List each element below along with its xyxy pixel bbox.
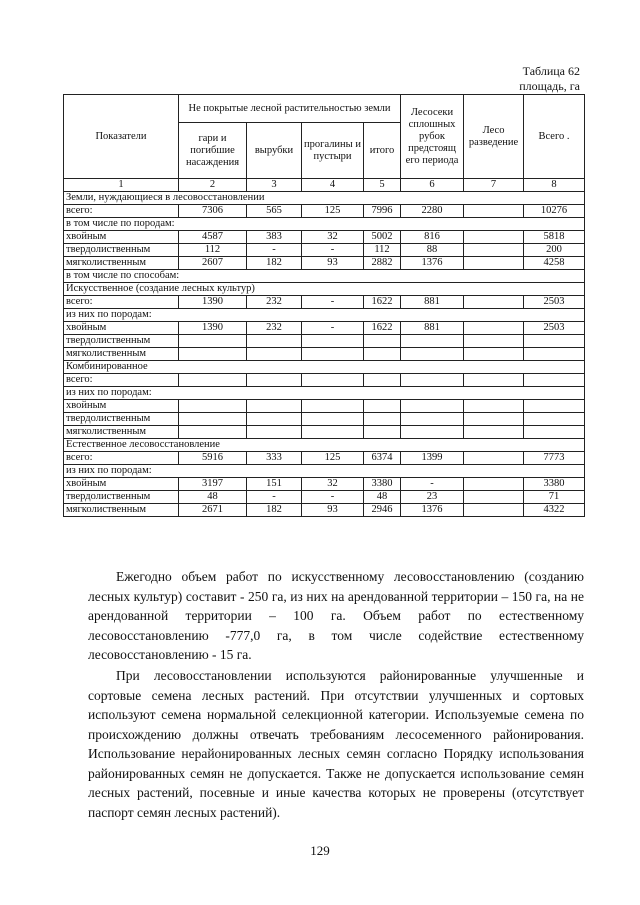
header-glades: прогалины и пустыри <box>302 123 364 179</box>
row-label: мягколиственным <box>64 504 179 517</box>
table-row <box>64 478 585 491</box>
table-cell <box>524 374 585 387</box>
column-number: 3 <box>247 179 302 192</box>
table-cell: 112 <box>364 244 401 257</box>
table-cell <box>179 348 247 361</box>
column-number: 5 <box>364 179 401 192</box>
row-label: всего: <box>64 205 179 218</box>
table-cell: 881 <box>401 322 464 335</box>
row-label: мягколиственным <box>64 426 179 439</box>
table-cell: 125 <box>302 205 364 218</box>
table-cell <box>179 400 247 413</box>
row-label: мягколиственным <box>64 348 179 361</box>
header-burnt: гари и погибшие насаждения <box>179 123 247 179</box>
section-row <box>64 270 585 283</box>
table-cell <box>401 400 464 413</box>
section-row <box>64 361 585 374</box>
table-cell: 32 <box>302 231 364 244</box>
table-cell: 2607 <box>179 257 247 270</box>
table-cell: 816 <box>401 231 464 244</box>
table-cell: 151 <box>247 478 302 491</box>
table-row <box>64 413 585 426</box>
table-cell: 1390 <box>179 296 247 309</box>
page-number: 129 <box>310 843 330 858</box>
table-unit: площадь, га <box>519 79 580 93</box>
column-number: 4 <box>302 179 364 192</box>
column-number: 6 <box>401 179 464 192</box>
section-label: Естественное лесовосстановление <box>64 439 585 452</box>
table-cell <box>247 426 302 439</box>
table-cell: - <box>302 491 364 504</box>
table-cell: 2671 <box>179 504 247 517</box>
table-cell <box>464 374 524 387</box>
table-cell: 333 <box>247 452 302 465</box>
reforestation-table <box>63 94 585 517</box>
table-row <box>64 257 585 270</box>
column-number: 1 <box>64 179 179 192</box>
table-cell <box>247 335 302 348</box>
table-cell <box>464 452 524 465</box>
table-cell: 93 <box>302 257 364 270</box>
table-cell: 383 <box>247 231 302 244</box>
table-cell <box>179 426 247 439</box>
table-cell: - <box>247 491 302 504</box>
header-forest-breeding: Лесо разведение <box>464 95 524 179</box>
table-cell: 232 <box>247 296 302 309</box>
table-cell: 4258 <box>524 257 585 270</box>
section-label: из них по породам: <box>64 309 585 322</box>
table-cell: 4322 <box>524 504 585 517</box>
table-cell <box>464 348 524 361</box>
table-cell <box>364 335 401 348</box>
section-row <box>64 309 585 322</box>
table-cell <box>364 413 401 426</box>
table-cell <box>464 231 524 244</box>
table-cell <box>524 335 585 348</box>
row-label: хвойным <box>64 400 179 413</box>
table-row <box>64 322 585 335</box>
table-cell: 1376 <box>401 504 464 517</box>
paragraph-seeds: При лесовосстановлении используются районированные улучшенные и сортовые семена лесных растений. При отсутствии улучшенных и сортовых используют семена нормальной селекционной категории. Используемые семена по происхождению должны отвечать требованиям лесосеменного районирования. Использование нерайонированных лесных семян согласно Порядку использования районированных семян не допускается. Также не допускается использование семян лесных растений, посевные и иные качества которых не проверены (отсутствует паспорт семян лесных растений). <box>88 668 584 820</box>
table-cell: 2946 <box>364 504 401 517</box>
table-cell <box>464 400 524 413</box>
table-cell: 5916 <box>179 452 247 465</box>
table-cell: 1622 <box>364 296 401 309</box>
table-cell: 4587 <box>179 231 247 244</box>
table-cell <box>302 348 364 361</box>
table-cell <box>401 374 464 387</box>
row-label: хвойным <box>64 322 179 335</box>
table-cell <box>302 374 364 387</box>
table-cell <box>464 322 524 335</box>
table-cell: 7306 <box>179 205 247 218</box>
table-cell <box>524 400 585 413</box>
table-cell <box>364 400 401 413</box>
table-cell <box>302 413 364 426</box>
section-row <box>64 465 585 478</box>
table-cell: 2280 <box>401 205 464 218</box>
table-cell: 565 <box>247 205 302 218</box>
table-cell <box>401 348 464 361</box>
table-cell <box>464 478 524 491</box>
table-cell: 48 <box>179 491 247 504</box>
table-cell <box>364 374 401 387</box>
table-cell <box>464 257 524 270</box>
table-number: Таблица 62 <box>522 64 580 78</box>
row-label: всего: <box>64 452 179 465</box>
row-label: хвойным <box>64 478 179 491</box>
table-cell <box>247 348 302 361</box>
table-cell: 200 <box>524 244 585 257</box>
table-cell <box>302 426 364 439</box>
table-cell: 125 <box>302 452 364 465</box>
row-label: твердолиственным <box>64 491 179 504</box>
table-cell: - <box>302 296 364 309</box>
paragraph-artificial-reforestation: Ежегодно объем работ по искусственному лесовосстановлению (созданию лесных культур) составит - 250 га, из них на арендованной территории – 150 га, на не арендованной территории – 100 га. Объем работ по естественному лесовосстановлению -777,0 га, в том числе содействие естественному лесовосстановлению - 15 га. <box>88 569 584 662</box>
table-cell: 7773 <box>524 452 585 465</box>
row-label: всего: <box>64 374 179 387</box>
table-row <box>64 348 585 361</box>
table-cell: - <box>302 244 364 257</box>
table-cell <box>464 504 524 517</box>
table-cell <box>464 491 524 504</box>
table-cell: 3380 <box>524 478 585 491</box>
table-cell <box>179 413 247 426</box>
table-cell: 1376 <box>401 257 464 270</box>
table-cell <box>524 426 585 439</box>
table-row <box>64 205 585 218</box>
table-row <box>64 491 585 504</box>
row-label: хвойным <box>64 231 179 244</box>
table-row <box>64 335 585 348</box>
table-cell: 5002 <box>364 231 401 244</box>
table-row <box>64 244 585 257</box>
table-cell <box>464 413 524 426</box>
column-number: 7 <box>464 179 524 192</box>
table-cell: - <box>302 322 364 335</box>
row-label: твердолиственным <box>64 413 179 426</box>
row-label: мягколиственным <box>64 257 179 270</box>
table-cell: 1399 <box>401 452 464 465</box>
section-label: из них по породам: <box>64 387 585 400</box>
header-indicators: Показатели <box>64 95 179 179</box>
table-cell: 232 <box>247 322 302 335</box>
table-cell: 32 <box>302 478 364 491</box>
section-row <box>64 387 585 400</box>
section-label: Искусственное (создание лесных культур) <box>64 283 585 296</box>
table-cell: 182 <box>247 504 302 517</box>
row-label: всего: <box>64 296 179 309</box>
table-cell: - <box>247 244 302 257</box>
table-cell: 23 <box>401 491 464 504</box>
table-cell <box>401 426 464 439</box>
table-cell <box>464 205 524 218</box>
table-cell: 1390 <box>179 322 247 335</box>
table-row <box>64 504 585 517</box>
table-cell <box>464 426 524 439</box>
table-cell <box>179 374 247 387</box>
table-cell <box>302 335 364 348</box>
row-label: твердолиственным <box>64 244 179 257</box>
table-cell: 112 <box>179 244 247 257</box>
table-cell <box>302 400 364 413</box>
section-label: Земли, нуждающиеся в лесовосстановлении <box>64 192 585 205</box>
section-label: в том числе по способам: <box>64 270 585 283</box>
header-total: итого <box>364 123 401 179</box>
header-cuttings: вырубки <box>247 123 302 179</box>
row-label: твердолиственным <box>64 335 179 348</box>
table-cell: 93 <box>302 504 364 517</box>
header-all: Всего . <box>524 95 585 179</box>
column-numbers-row <box>64 179 585 192</box>
table-row <box>64 452 585 465</box>
column-number: 2 <box>179 179 247 192</box>
table-cell: 182 <box>247 257 302 270</box>
table-cell <box>401 335 464 348</box>
table-cell: 881 <box>401 296 464 309</box>
header-clearcuts: Лесосеки сплошных рубок предстоящ его периода <box>401 95 464 179</box>
column-number: 8 <box>524 179 585 192</box>
table-cell: 10276 <box>524 205 585 218</box>
section-row <box>64 439 585 452</box>
table-cell <box>464 296 524 309</box>
table-cell: 3197 <box>179 478 247 491</box>
table-row <box>64 426 585 439</box>
table-cell: 71 <box>524 491 585 504</box>
table-cell: 3380 <box>364 478 401 491</box>
table-cell <box>247 413 302 426</box>
table-cell: 48 <box>364 491 401 504</box>
table-cell: 1622 <box>364 322 401 335</box>
table-cell: - <box>401 478 464 491</box>
section-label: в том числе по породам: <box>64 218 585 231</box>
table-cell <box>364 348 401 361</box>
table-row <box>64 296 585 309</box>
table-cell: 6374 <box>364 452 401 465</box>
table-cell: 5818 <box>524 231 585 244</box>
table-row <box>64 374 585 387</box>
table-cell <box>364 426 401 439</box>
table-cell <box>464 244 524 257</box>
header-not-covered-group: Не покрытые лесной растительностью земли <box>179 95 401 123</box>
table-row <box>64 231 585 244</box>
table-cell <box>464 335 524 348</box>
section-row <box>64 218 585 231</box>
section-row <box>64 283 585 296</box>
table-row <box>64 400 585 413</box>
table-cell: 2503 <box>524 296 585 309</box>
table-cell: 2503 <box>524 322 585 335</box>
table-cell <box>401 413 464 426</box>
table-cell <box>247 400 302 413</box>
table-cell <box>524 413 585 426</box>
section-label: из них по породам: <box>64 465 585 478</box>
table-cell: 2882 <box>364 257 401 270</box>
section-row <box>64 192 585 205</box>
table-cell <box>524 348 585 361</box>
section-label: Комбинированное <box>64 361 585 374</box>
table-cell: 88 <box>401 244 464 257</box>
table-body <box>64 179 585 517</box>
table-cell: 7996 <box>364 205 401 218</box>
table-cell <box>247 374 302 387</box>
table-cell <box>179 335 247 348</box>
